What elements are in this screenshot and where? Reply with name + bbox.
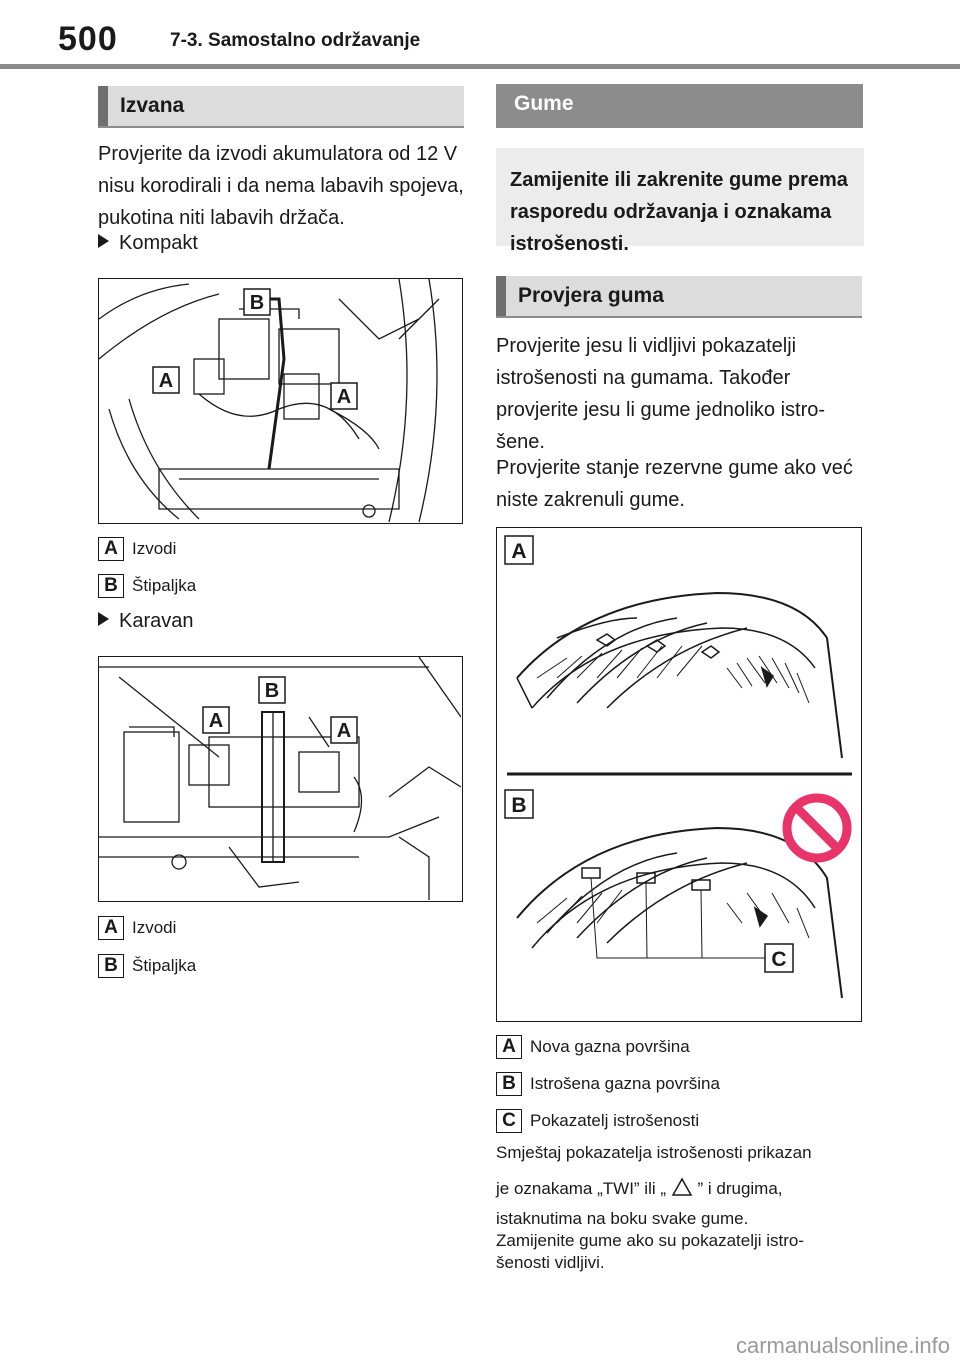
- note-line-1: Smještaj pokazatelja istrošenosti prikazan: [496, 1143, 812, 1162]
- legend-text: Nova gazna površina: [530, 1037, 690, 1056]
- fig3-label-a: A: [511, 540, 527, 563]
- legend-badge: A: [98, 537, 124, 561]
- legend-text: Štipaljka: [132, 576, 197, 595]
- intro-paragraph: Provjerite da izvodi akumulatora od 12 V nisu korodirali i da nema labavih spojeva, pukotina niti labavih držača.: [98, 143, 464, 229]
- legend-badge: B: [98, 574, 124, 598]
- note-line-2-post: ” i drugima,: [697, 1179, 783, 1198]
- section-bar: [98, 86, 108, 126]
- chapter-title: 7-3. Samostalno održavanje: [170, 30, 421, 51]
- fig3-label-b: B: [511, 794, 527, 817]
- legend-badge: A: [98, 916, 124, 940]
- section-title: Provjera guma: [518, 284, 664, 307]
- fig1-label-b: B: [249, 292, 265, 314]
- battery-karavan-illustration: [99, 657, 461, 900]
- legend2-item-b: [98, 954, 196, 978]
- section-title: Izvana: [120, 94, 185, 117]
- paragraph-wear-indicators: Provjerite jesu li vidljivi pokazatelji istrošenosti na gumama. Također provjerite jesu li gume jednoliko istro-šene.: [496, 335, 826, 453]
- legend-badge: B: [496, 1072, 522, 1096]
- legend-text: Izvodi: [132, 539, 177, 558]
- twi-triangle-icon: [671, 1177, 693, 1197]
- battery-kompakt-illustration: [99, 279, 461, 522]
- fig1-label-a-right: A: [336, 386, 352, 408]
- note-line-5: šenosti vidljivi.: [496, 1253, 605, 1272]
- legend1-item-a: [98, 537, 176, 561]
- note-line-3: istaknutima na boku svake gume.: [496, 1209, 749, 1228]
- section-bar: [496, 276, 506, 316]
- figure-battery-karavan: [98, 656, 463, 902]
- note-line-2-pre: je oznakama „TWI” ili „: [496, 1179, 667, 1198]
- bullet-triangle-icon: [98, 234, 109, 248]
- variant-kompakt: [98, 232, 198, 255]
- fig1-label-a-left: A: [158, 370, 174, 392]
- legend-text: Istrošena gazna površina: [530, 1074, 720, 1093]
- legend-text: Štipaljka: [132, 956, 197, 975]
- page-number: 500: [58, 20, 118, 58]
- legend-text: Pokazatelj istrošenosti: [530, 1111, 700, 1130]
- section-title: Gume: [514, 92, 574, 115]
- variant-label: Kompakt: [119, 232, 198, 254]
- legend-badge: B: [98, 954, 124, 978]
- figure-tire-tread: [496, 527, 862, 1022]
- legend3-item-a: [496, 1035, 690, 1059]
- legend3-item-c: [496, 1109, 699, 1133]
- tire-tread-illustration: [497, 528, 860, 1020]
- fig2-label-a-left: A: [208, 710, 224, 732]
- variant-karavan: [98, 610, 194, 633]
- figure-battery-kompakt: [98, 278, 463, 524]
- section-heading-gume: [496, 84, 863, 128]
- fig2-label-a-right: A: [336, 720, 352, 742]
- header-rule: [0, 64, 960, 69]
- section-heading-provjera-guma: [496, 276, 862, 318]
- paragraph-spare-tire: Provjerite stanje rezervne gume ako već niste zakrenuli gume.: [496, 457, 853, 511]
- legend-badge: A: [496, 1035, 522, 1059]
- legend-badge: C: [496, 1109, 522, 1133]
- fig2-label-b: B: [264, 680, 280, 702]
- legend2-item-a: [98, 916, 176, 940]
- variant-label: Karavan: [119, 610, 194, 632]
- legend3-item-b: [496, 1072, 720, 1096]
- fig3-label-c: C: [771, 948, 787, 971]
- note-line-2: [496, 1177, 866, 1200]
- info-box: Zamijenite ili zakrenite gume prema rasporedu održavanja i oznakama istrošenosti.: [496, 148, 864, 246]
- bullet-triangle-icon: [98, 612, 109, 626]
- note-line-4: Zamijenite gume ako su pokazatelji istro-: [496, 1231, 805, 1250]
- section-heading-izvana: [98, 86, 464, 128]
- prohibition-icon: [787, 798, 847, 858]
- legend-text: Izvodi: [132, 918, 177, 937]
- watermark: carmanualsonline.info: [735, 1333, 950, 1358]
- legend1-item-b: [98, 574, 196, 598]
